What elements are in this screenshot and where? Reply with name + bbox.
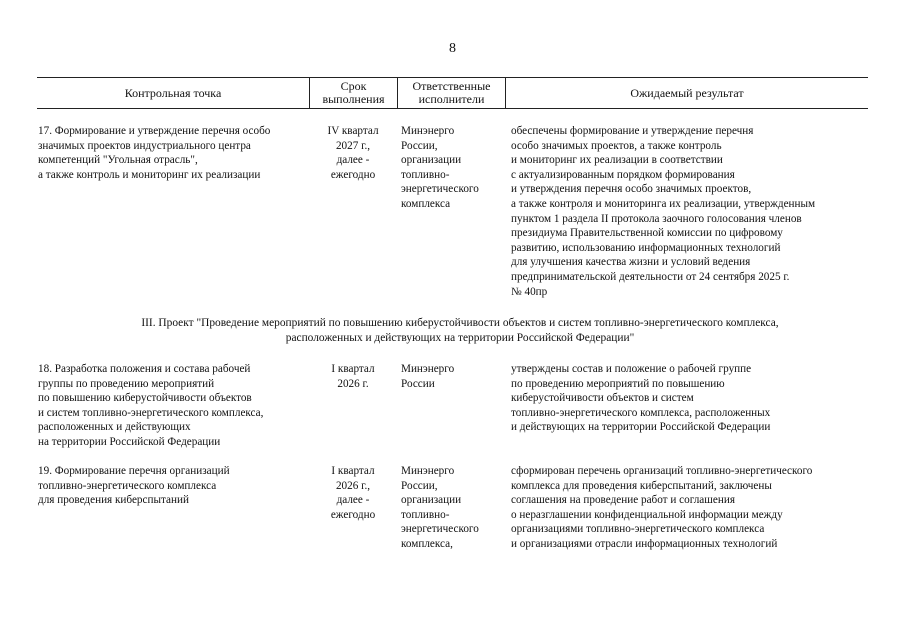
header-deadline: Срок выполнения [322, 79, 385, 106]
row-18-deadline: I квартал 2026 г. [331, 363, 375, 390]
section-title: III. Проект "Проведение мероприятий по повышению киберустойчивости объектов и систем топливно-энергетического комплекса, расположенных и действующих на территории Российской Федерации" [141, 317, 779, 344]
table-header-bottom-rule [37, 108, 868, 109]
row-18-checkpoint: 18. Разработка положения и состава рабочей группы по проведению мероприятий по повышению киберустойчивости объектов и систем топливно-энергетического комплекса, расположенных и действующих на территории Российской Федерации [38, 363, 264, 448]
row-17-deadline: IV квартал 2027 г., далее - ежегодно [327, 125, 379, 181]
row-19-deadline: I квартал 2026 г., далее - ежегодно [330, 465, 376, 521]
row-19-result: сформирован перечень организаций топливно-энергетического комплекса для проведения киберспытаний, заключены соглашения на проведение работ и соглашения о неразглашении конфиденциальной информации между организациями топливно-энергетического комплекса и организациями отрасли информационных технологий [511, 465, 813, 550]
page-number: 8 [449, 41, 456, 56]
row-18-executors: Минэнерго России [401, 363, 455, 390]
row-17-checkpoint: 17. Формирование и утверждение перечня особо значимых проектов индустриального центра компетенций "Угольная отрасль", а также контроль и мониторинг их реализации [38, 125, 271, 181]
table-header-top-rule [37, 77, 868, 78]
header-executors: Ответственные исполнители [412, 79, 491, 106]
row-17-executors: Минэнерго России, организации топливно- энергетического комплекса [401, 125, 479, 210]
row-17-result: обеспечены формирование и утверждение перечня особо значимых проектов, а также контроль и мониторинг их реализации в соответствии с актуализированным порядком формирования и утверждения перечня особо значимых проектов, а также контроля и мониторинга их реализации, утвержденным пунктом 1 раздела II протокола заочного голосования членов президиума Правительственной комиссии по цифровому развитию, использованию информационных технологий для улучшения качества жизни и условий ведения предпринимательской деятельности от 24 сентября 2025 г. № 40пр [511, 125, 816, 298]
row-19-checkpoint: 19. Формирование перечня организаций топливно-энергетического комплекса для проведения киберспытаний [38, 465, 230, 507]
header-checkpoint: Контрольная точка [124, 86, 222, 100]
header-result: Ожидаемый результат [630, 86, 744, 100]
row-19-executors: Минэнерго России, организации топливно- энергетического комплекса, [401, 465, 479, 550]
row-18-result: утверждены состав и положение о рабочей группе по проведению мероприятий по повышению киберустойчивости объектов и систем топливно-энергетического комплекса, расположенных и действующих на территории Российской Федерации [511, 363, 771, 434]
